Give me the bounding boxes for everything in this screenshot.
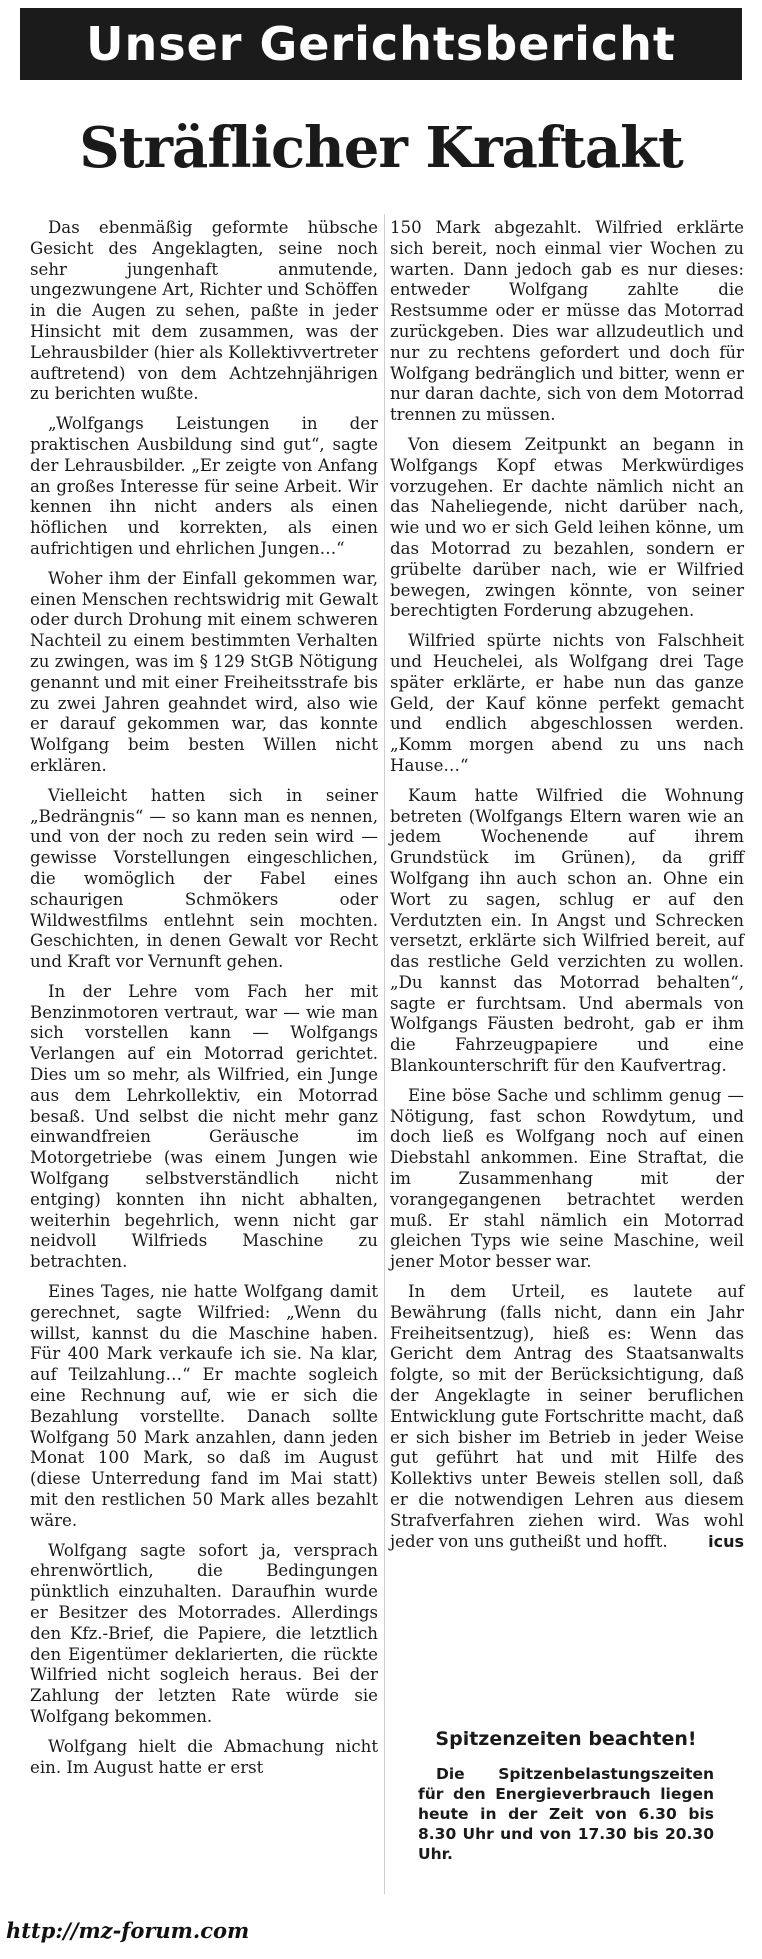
notice-box <box>418 1728 714 1864</box>
paragraph: Das ebenmäßig geformte hübsche Gesicht des Angeklagten, seine noch sehr jungenhaft anmutende, ungezwungene Art, Richter und Schöffen in die Augen zu sehen, paßte in jeder Hinsicht mit dem zusammen, was der Lehrausbilder (hier als Kollektivvertreter auftretend) von dem Achtzehnjährigen zu berichten wußte. <box>30 218 378 404</box>
article-headline: Sträflicher Kraftakt <box>79 115 683 181</box>
column-divider <box>384 214 385 1894</box>
article-column-left <box>30 218 378 1787</box>
paragraph: In der Lehre vom Fach her mit Benzinmotoren vertraut, war — wie man sich vorstellen kann — Wolfgangs Verlangen auf ein Motorrad gerichtet. Dies um so mehr, als Wilfried, ein Junge aus dem Lehrkollektiv, ein Motorrad besaß. Und selbst die nicht mehr ganz einwandfreien Geräusche im Motorgetriebe (was einem Jungen wie Wolfgang selbstverständlich nicht entging) konnten ihn nicht abhalten, weiterhin begehrlich, wenn nicht gar neidvoll Wilfrieds Maschine zu betrachten. <box>30 981 378 1272</box>
paragraph: Woher ihm der Einfall gekommen war, einen Menschen rechtswidrig mit Gewalt oder durch Drohung mit einem schweren Nachteil zu einem bestimmten Verhalten zu zwingen, was im § 129 StGB Nötigung genannt und mit einer Freiheitsstrafe bis zu zwei Jahren geahndet wird, also wie er darauf gekommen war, das konnte Wolfgang beim besten Willen nicht erklären. <box>30 568 378 775</box>
article-column-right <box>390 218 744 1561</box>
notice-text: Die Spitzenbelastungszeiten für den Energieverbrauch liegen heute in der Zeit von 6.30 bis 8.30 Uhr und von 17.30 bis 20.30 Uhr. <box>418 1765 714 1863</box>
paragraph: Eines Tages, nie hatte Wolfgang damit gerechnet, sagte Wilfried: „Wenn du willst, kannst du die Maschine haben. Für 400 Mark verkaufe ich sie. Na klar, auf Teilzahlung…“ Er machte sogleich eine Rechnung auf, wie er sich die Bezahlung vorstellte. Danach sollte Wolfgang 50 Mark anzahlen, dann jeden Monat 100 Mark, so daß im August (diese Unterredung fand im Mai statt) mit den restlichen 50 Mark alles bezahlt wäre. <box>30 1282 378 1530</box>
watermark-url: http://mz-forum.com <box>6 1918 250 1943</box>
paragraph: Wolfgang sagte sofort ja, versprach ehrenwörtlich, die Bedingungen pünktlich einzuhalten. Daraufhin wurde er Besitzer des Motorrades. Allerdings den Kfz.-Brief, die Papiere, die letztlich den Eigentümer deklarierten, die rückte Wilfried nicht sogleich heraus. Bei der Zahlung der letzten Rate würde sie Wolfgang bekommen. <box>30 1540 378 1726</box>
paragraph: Von diesem Zeitpunkt an begann in Wolfgangs Kopf etwas Merkwürdiges vorzugehen. Er dachte nämlich nicht an das Naheliegende, nicht darüber nach, wie und wo er sich Geld leihen könne, um das Motorrad zu bezahlen, sondern er grübelte darüber nach, wie er Wilfried bewegen, zwingen könnte, von seiner berechtigten Forderung abzugehen. <box>390 434 744 621</box>
author-signature: icus <box>708 1531 744 1551</box>
paragraph: 150 Mark abgezahlt. Wilfried erklärte sich bereit, noch einmal vier Wochen zu warten. Dann jedoch gab es nur dieses: entweder Wolfgang zahlte die Restsumme oder er müsse das Motorrad zurückgeben. Dies war allzudeutlich und nur zu rechtens gefordert und doch für Wolfgang bedränglich und bitter, wenn er nur daran dachte, sich von dem Motorrad trennen zu müssen. <box>390 218 744 425</box>
paragraph: Wilfried spürte nichts von Falschheit und Heuchelei, als Wolfgang drei Tage später erklärte, er habe nun das ganze Geld, der Kauf könne perfekt gemacht und endlich abgeschlossen werden. „Komm morgen abend zu uns nach Hause…“ <box>390 631 744 775</box>
paragraph: Eine böse Sache und schlimm genug — Nötigung, fast schon Rowdytum, und doch ließ es Wolfgang noch auf einen Diebstahl ankommen. Eine Straftat, die im Zusammenhang mit der vorangegangenen betrachtet werden muß. Er stahl nämlich ein Motorrad gleichen Typs wie seine Maschine, weil jener Motor besser war. <box>390 1085 744 1272</box>
section-title: Unser Gerichtsbericht <box>86 17 676 71</box>
paragraph-last <box>390 1282 744 1552</box>
paragraph: Kaum hatte Wilfried die Wohnung betreten (Wolfgangs Eltern waren wie an jedem Wochenende auf ihrem Grundstück im Grünen), da griff Wolfgang ihn auch schon an. Ohne ein Wort zu sagen, schlug er auf den Verdutzten ein. In Angst und Schrecken versetzt, erklärte sich Wilfried bereit, auf das restliche Geld verzichten zu wollen. „Du kannst das Motorrad behalten“, sagte er furchtsam. Und abermals von Wolfgangs Fäusten bedroht, gab er ihm die Fahrzeugpapiere und eine Blankounterschrift für den Kaufvertrag. <box>390 785 744 1076</box>
paragraph: Vielleicht hatten sich in seiner „Bedrängnis“ — so kann man es nennen, und von der noch zu reden sein wird — gewisse Vorstellungen eingeschlichen, die womöglich der Fabel eines schaurigen Schmökers oder Wildwestfilms entlehnt sein mochten. Geschichten, in denen Gewalt vor Recht und Kraft vor Vernunft gehen. <box>30 785 378 972</box>
paragraph-text: In dem Urteil, es lautete auf Bewährung (falls nicht, dann ein Jahr Freiheitsentzug), hieß es: Wenn das Gericht dem Antrag des Staatsanwalts folgte, so mit der Berücksichtigung, daß der Angeklagte in seiner beruflichen Entwicklung gute Fortschritte macht, daß er sich bisher im Betrieb in jeder Weise gut geführt hat und mit Hilfe des Kollektivs unter Beweis stellen soll, daß er die notwendigen Lehren aus diesem Strafverfahren ziehen wird. Was wohl jeder von uns gutheißt und hofft. <box>390 1282 744 1551</box>
section-header-band <box>20 8 742 80</box>
paragraph: „Wolfgangs Leistungen in der praktischen Ausbildung sind gut“, sagte der Lehrausbilder. „Er zeigte von Anfang an großes Interesse für seine Arbeit. Wir kennen ihn nicht anders als einen höflichen und korrekten, als einen aufrichtigen und ehrlichen Jungen…“ <box>30 414 378 558</box>
notice-title: Spitzenzeiten beachten! <box>435 1728 697 1750</box>
paragraph: Wolfgang hielt die Abmachung nicht ein. Im August hatte er erst <box>30 1736 378 1777</box>
